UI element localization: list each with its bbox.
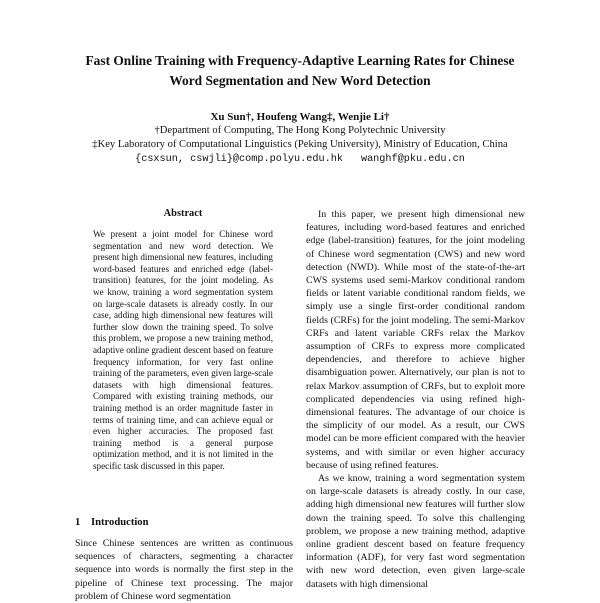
- abstract-heading: Abstract: [163, 208, 203, 219]
- title-line-2: Word Segmentation and New Word Detection: [169, 73, 431, 88]
- email-2: wanghf@pku.edu.cn: [360, 154, 465, 165]
- section-number: 1: [75, 517, 81, 528]
- intro-paragraph-2: In this paper, we present high dimensional new features, including word-based features and enriched edge (label-transition) features, for the joint modeling of Chinese word segmentation (CWS) and new word detection (NWD). While most of the state-of-the-art CWS systems used semi-Markov conditional random fields or latent variable conditional random fields, we simply use a single first-order conditional random fields (CRFs) for the joint modeling. The semi-Markov CRFs and latent variable CRFs relax the Markov assumption of CRFs to express more complicated dependencies, and therefore to achieve higher disambiguation power. Alternatively, our plan is not to relax Markov assumption of CRFs, but to exploit more complicated dependencies via using refined high-dimensional features. The advantage of our choice is the simplicity of our model. As a result, our CWS model can be more efficient compared with the heavier systems, and with similar or even higher accuracy because of using refined features.: [306, 209, 525, 471]
- intro-right-column: [306, 208, 525, 591]
- intro-left-column: [75, 537, 293, 603]
- intro-paragraph-3: As we know, training a word segmentation system on large-scale datasets is already costly. In our case, adding high dimensional new features will further slow down the training speed. To solve this challenging problem, we propose a new training method, adaptive online gradient descent based on feature frequency information (ADF), for very fast word segmentation with new word detection, even given large-scale datasets with high dimensional: [306, 473, 525, 590]
- affiliation-1: †Department of Computing, The Hong Kong Polytechnic University: [154, 125, 446, 136]
- affiliation-2: ‡Key Laboratory of Computational Linguistics (Peking University), Ministry of Education, China: [92, 139, 508, 150]
- paper-title: [40, 51, 560, 91]
- email-1: {csxsun, cswjli}@comp.polyu.edu.hk: [135, 154, 343, 165]
- authors: Xu Sun†, Houfeng Wang‡, Wenjie Li†: [210, 111, 390, 123]
- section-title: Introduction: [91, 517, 149, 528]
- section-heading-introduction: [75, 516, 149, 529]
- abstract-text: We present a joint model for Chinese word segmentation and new word detection. We present high dimensional new features, including word-based features and enriched edge (label-transition) features, for the joint modeling. As we know, training a word segmentation system on large-scale datasets is already costly. In our case, adding high dimensional new features will further slow down the training speed. To solve this problem, we propose a new training method, adaptive online gradient descent based on feature frequency information, for very fast online training of the parameters, even given large-scale datasets with high dimensional features. Compared with existing training methods, our training method is an order magnitude faster in terms of training time, and can achieve equal or even higher accuracies. The proposed fast training method is a general purpose optimization method, and it is not limited in the specific task discussed in this paper.: [93, 229, 273, 471]
- intro-paragraph-1: Since Chinese sentences are written as continuous sequences of characters, segmenting a character sequence into words is normally the first step in the pipeline of Chinese text processing. The major problem of Chinese word segmentation: [75, 538, 293, 602]
- emails: [30, 153, 570, 167]
- title-line-1: Fast Online Training with Frequency-Adaptive Learning Rates for Chinese: [85, 53, 515, 68]
